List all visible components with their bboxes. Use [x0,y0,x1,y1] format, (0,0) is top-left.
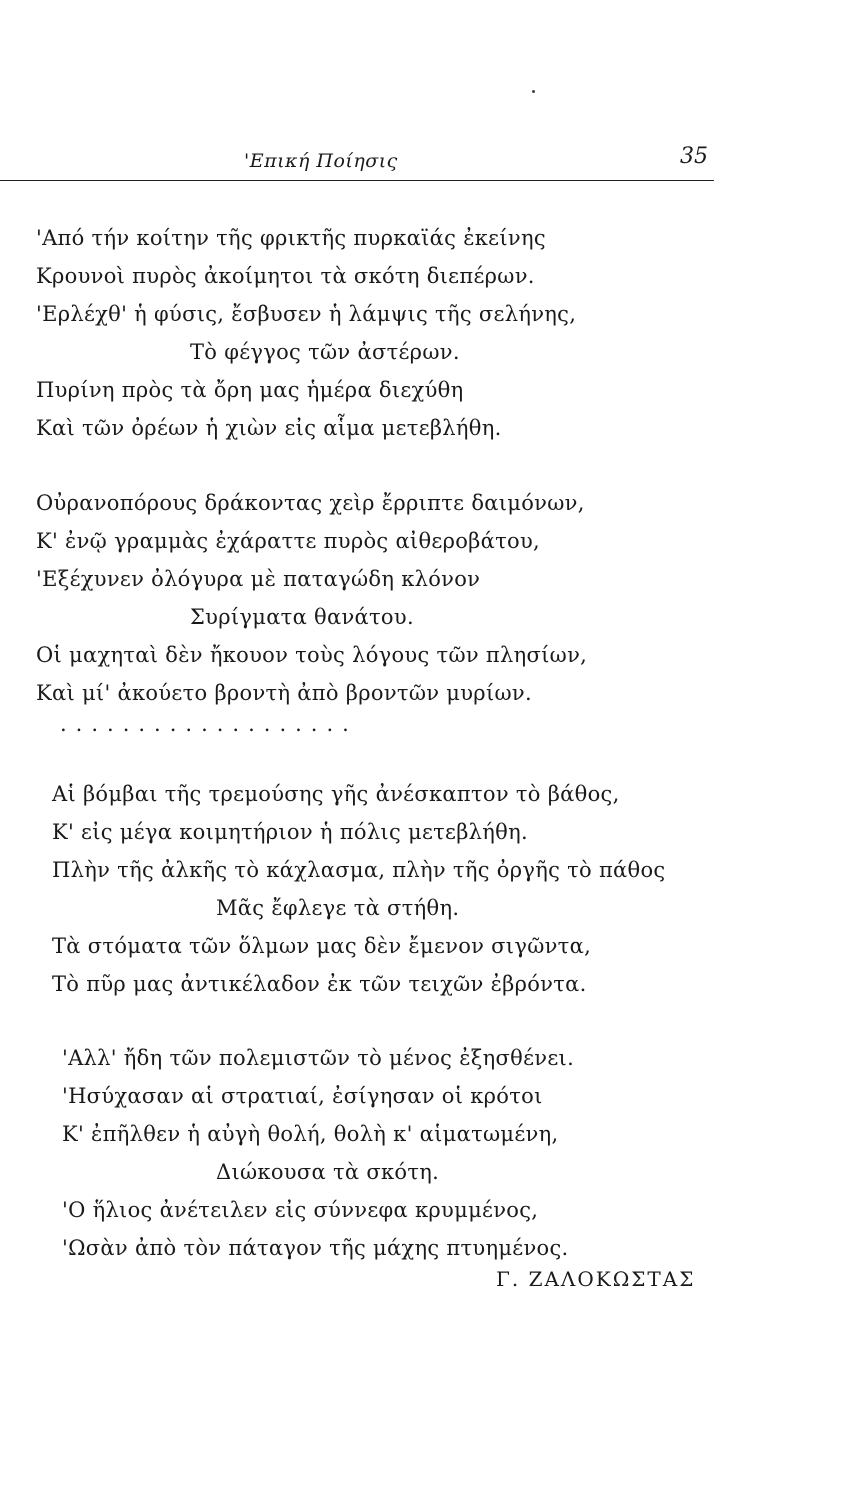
header-rule [0,180,714,181]
poem-line: 'Αλλ' ἤδη τῶν πολεμιστῶν τὸ μένος ἐξησθένει. [62,1046,575,1070]
poem-line: Τὰ στόματα τῶν ὅλμων μας δὲν ἔμενον σιγῶντα, [52,934,592,958]
poem-line: Οὐρανοπόρους δράκοντας χεὶρ ἔρριπτε δαιμόνων, [36,491,585,515]
poem-line: Κ' ἐπῆλθεν ἡ αὐγὴ θολή, θολὴ κ' αἱματωμένη, [62,1122,559,1146]
running-title: 'Επική Ποίησις [244,150,398,172]
poem-line: Αἱ βόμβαι τῆς τρεμούσης γῆς ἀνέσκαπτον τὸ βάθος, [52,782,620,806]
running-header [0,140,860,184]
poem-line: Πλὴν τῆς ἀλκῆς τὸ κάχλασμα, πλὴν τῆς ὀργῆς τὸ πάθος [52,858,666,882]
poem-line: 'Εξέχυνεν ὀλόγυρα μὲ παταγώδη κλόνον [36,567,481,591]
poem-line: 'Από τήν κοίτην τῆς φρικτῆς πυρκαϊάς ἐκείνης [36,226,546,250]
speck-mark [532,90,535,93]
poem-line: Πυρίνη πρὸς τὰ ὄρη μας ἡμέρα διεχύθη [36,378,464,402]
poem-line: Κ' ἐνῷ γραμμὰς ἐχάραττε πυρὸς αἰθεροβάτου, [36,529,540,553]
poem-line: Τὸ πῦρ μας ἀντικέλαδον ἐκ τῶν τειχῶν ἐβρόντα. [52,972,587,996]
poem-line: Κρουνοὶ πυρὸς ἀκοίμητοι τὰ σκότη διεπέρων. [36,264,535,288]
poem-line-indented: Συρίγματα θανάτου. [190,605,414,629]
poem-line: Κ' εἰς μέγα κοιμητήριον ἡ πόλις μετεβλήθη. [52,820,528,844]
poem-line-indented: Τὸ φέγγος τῶν ἀστέρων. [190,340,460,364]
poem-line-indented: Μᾶς ἔφλεγε τὰ στήθη. [216,896,460,920]
poem-line: Καὶ τῶν ὀρέων ἡ χιὼν εἰς αἷμα μετεβλήθη. [36,416,502,440]
poem-line-indented: Διώκουσα τὰ σκότη. [216,1160,440,1184]
poem-line: 'Ο ἥλιος ἀνέτειλεν εἰς σύννεφα κρυμμένος, [62,1198,539,1222]
page-number: 35 [680,144,708,169]
author-signature: Γ. ΖΑΛΟΚΩΣΤΑΣ [496,1267,696,1291]
poem-line: 'Ωσὰν ἀπὸ τὸν πάταγον τῆς μάχης πτυημένος. [62,1236,569,1260]
poem-line: Καὶ μί' ἀκούετο βροντὴ ἀπὸ βροντῶν μυρίων. [36,681,532,705]
poem-line: 'Ερλέχθ' ἡ φύσις, ἔσβυσεν ἡ λάμψις τῆς σελήνης, [36,302,577,326]
poem-line: Οἱ μαχηταὶ δὲν ἤκουον τοὺς λόγους τῶν πλησίων, [36,643,588,667]
poem-line: 'Ησύχασαν αἱ στρατιαί, ἐσίγησαν οἱ κρότοι [62,1084,543,1108]
ellipsis-separator: ................... [60,712,358,736]
